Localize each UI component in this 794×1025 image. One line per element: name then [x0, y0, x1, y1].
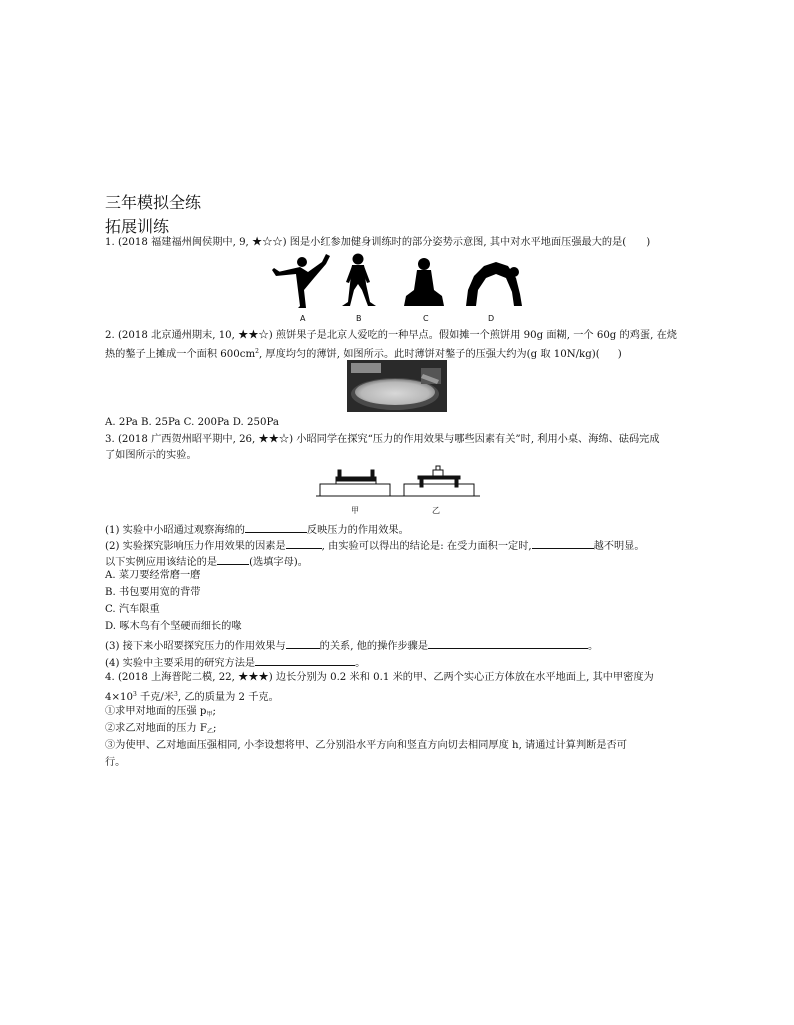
- q2-stem-line1: 2. (2018 北京通州期末, 10, ★★☆) 煎饼果子是北京人爱吃的一种早点。假如摊一个煎饼用 90g 面糊, 一个 60g 的鸡蛋, 在烧: [105, 330, 677, 341]
- q2-stem-line2: 热的鏊子上摊成一个面积 $600cm^2$, 厚度均匀的薄饼, 如图所示。此时薄饼对鏊子的压强大约为(g 取 10N/kg)( ): [105, 348, 622, 360]
- q4-sub3-line2: 行。: [105, 757, 126, 768]
- q3-stem-line2: 了如图所示的实验。: [105, 450, 197, 461]
- q3-figure-table-sponge: [312, 464, 482, 500]
- q1-stem: 1. (2018 福建福州闽侯期中, 9, ★☆☆) 图是小红参加健身训练时的部分姿势示意图, 其中对水平地面压强最大的是( ): [105, 237, 651, 248]
- q2-photo-pancake: [347, 360, 447, 412]
- q3-part4: (4) 实验中主要采用的研究方法是 。: [105, 654, 365, 671]
- q4-sub3-line1: ③为使甲、乙对地面压强相同, 小李设想将甲、乙分别沿水平方向和竖直方向切去相同厚度 h, 请通过计算判断是否可: [105, 740, 627, 751]
- q4-stem-line1: 4. (2018 上海普陀二模, 22, ★★★) 边长分别为 0.2 米和 0.1 米的甲、乙两个实心正方体放在水平地面上, 其中甲密度为: [105, 672, 654, 683]
- q3-part1: (1) 实验中小昭通过观察海绵的 反映压力的作用效果。: [105, 521, 409, 538]
- q2-options: A. 2Pa B. 25Pa C. 200Pa D. 250Pa: [105, 417, 279, 428]
- q3-part2-line2: 以下实例应用该结论的是 (选填字母)。: [105, 553, 308, 570]
- section-subtitle: 拓展训练: [105, 217, 170, 236]
- pose-b-silhouette: [342, 254, 376, 307]
- q4-stem-line2: $4\times 10^3$ 千克/米$^3$, 乙的质量为 2 千克。: [105, 691, 279, 703]
- q3-choice-b: B. 书包要用宽的背带: [105, 587, 201, 598]
- q3-part3: (3) 接下来小昭要探究压力的作用效果与 的关系, 他的操作步骤是 。: [105, 637, 598, 654]
- q1-label-a: A: [300, 314, 306, 323]
- pose-d-silhouette: [466, 262, 522, 306]
- q3-stem-line1: 3. (2018 广西贺州昭平期中, 26, ★★☆) 小昭同学在探究“压力的作用效果与哪些因素有关”时, 利用小桌、海绵、砝码完成: [105, 434, 660, 445]
- section-title: 三年模拟全练: [105, 193, 202, 212]
- q3-label-jia: 甲: [351, 506, 359, 515]
- q4-sub1: ①求甲对地面的压强 $p_甲$;: [105, 706, 216, 718]
- pose-c-silhouette: [404, 258, 444, 306]
- q3-label-yi: 乙: [432, 506, 440, 515]
- q1-label-d: D: [488, 314, 495, 323]
- pose-a-silhouette: [272, 254, 330, 308]
- q3-part2: (2) 实验探究影响压力作用效果的因素是 , 由实验可以得出的结论是: 在受力面积一定时, 越不明显。: [105, 537, 645, 554]
- q1-label-b: B: [356, 314, 362, 323]
- q4-sub2: ②求乙对地面的压力 $F_乙$;: [105, 723, 217, 735]
- q3-choice-c: C. 汽车限重: [105, 604, 160, 615]
- q1-label-c: C: [423, 314, 429, 323]
- q3-choice-d: D. 啄木鸟有个坚硬而细长的喙: [105, 621, 242, 632]
- q3-choice-a: A. 菜刀要经常磨一磨: [105, 570, 201, 581]
